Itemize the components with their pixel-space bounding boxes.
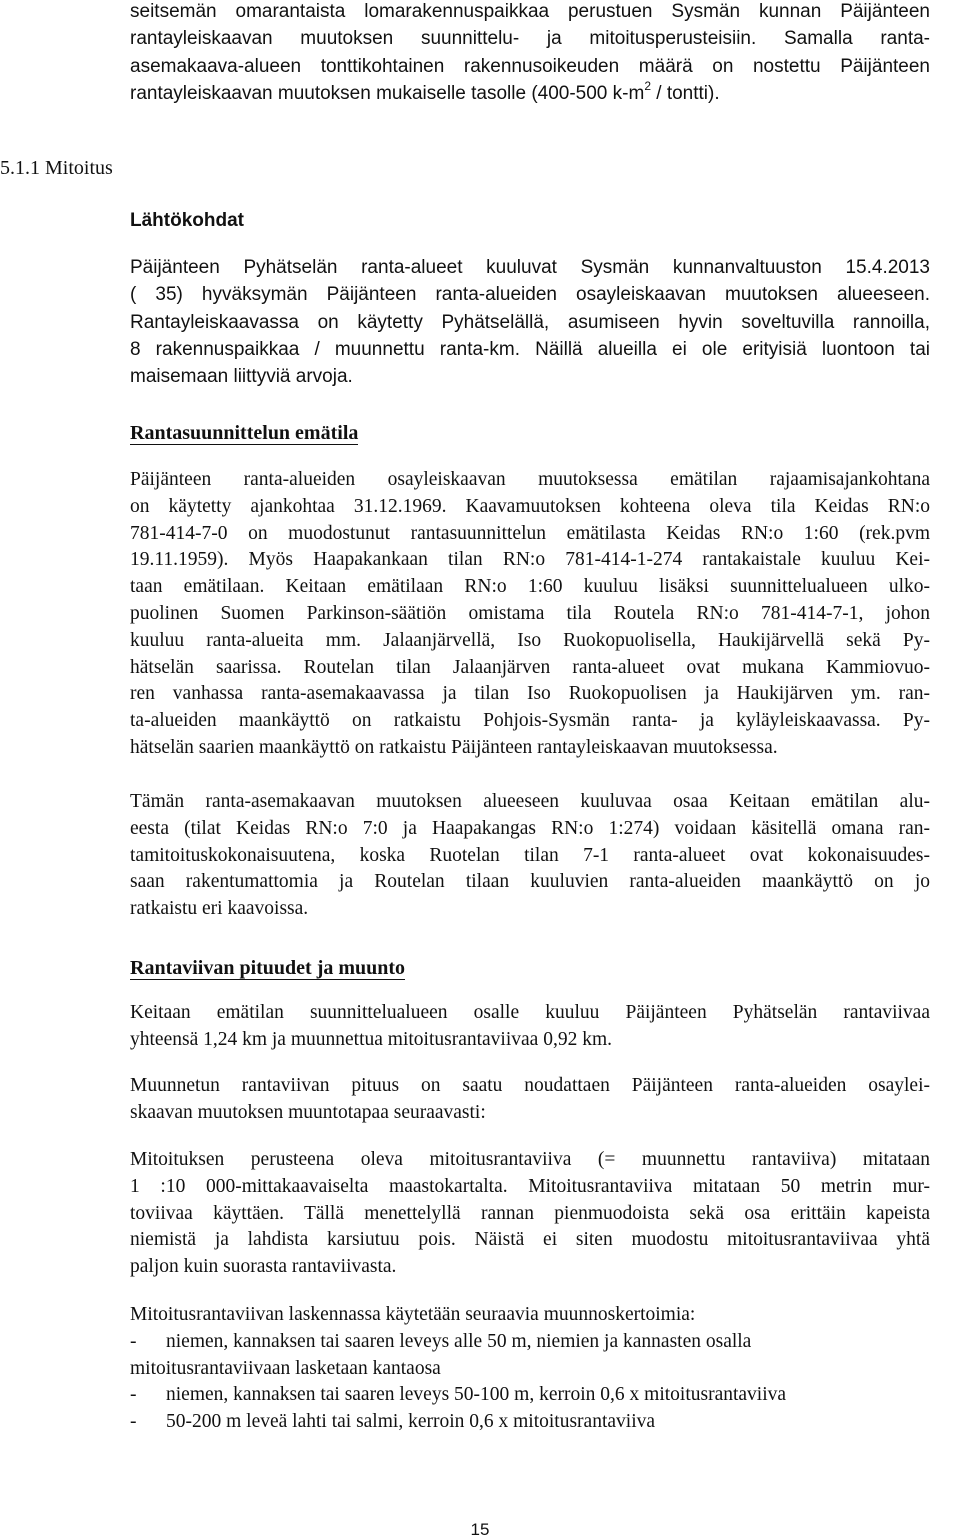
text-line: Päijänteen Pyhätselän ranta-alueet kuuluvat Sysmän kunnanvaltuuston 15.4.2013 [130,257,930,278]
lahtokohdat-paragraph [130,254,930,390]
text-line: ratkaistu eri kaavoissa. [130,898,309,920]
rantaviiva-paragraph-3 [130,1147,930,1281]
text-line: Muunnetun rantaviivan pituus on saatu noudattaen Päijänteen ranta-alueiden osaylei- [130,1075,930,1096]
text-line: on käytetty ajankohtaa 31.12.1969. Kaavamuutoksen kohteena oleva tila Keidas RN:o [130,495,930,517]
list-item [130,1382,930,1409]
list-dash: - [130,1384,137,1406]
section-title: Mitoitus [45,157,113,179]
list-dash: - [130,1330,137,1352]
text-line: rantayleiskaavan muutoksen suunnittelu- ja mitoitusperusteisiin. Samalla ranta- [130,28,930,50]
subheading-text: Rantaviivan pituudet ja muunto [130,957,406,979]
text-line: paljon kuin suorasta rantaviivasta. [130,1256,397,1278]
text-line: yhteensä 1,24 km ja muunnettua mitoitusrantaviivaa 0,92 km. [130,1028,612,1050]
text-line: hätselän saarissa. Routelan tilan Jalaanjärven ranta-alueet ovat mukana Kammiovuo- [130,656,930,678]
subheading-text: Rantasuunnittelun emätila [130,422,359,444]
section-heading [0,156,113,180]
subheading-rantaviiva [130,955,405,981]
text-line: Mitoituksen perusteena oleva mitoitusrantaviiva (= muunnettu rantaviiva) mitataan [130,1149,930,1170]
rantaviiva-paragraph-2 [130,1073,930,1127]
list-intro: Mitoitusrantaviivan laskennassa käytetään seuraavia muunnoskertoimia: [130,1304,696,1325]
list-item [130,1409,930,1436]
section-number: 5.1.1 [0,157,40,179]
text-line: 8 rakennuspaikkaa / muunnettu ranta-km. Näillä alueilla ei ole erityisiä luontoon tai [130,338,930,360]
text-line [130,80,930,107]
text-run: / tontti). [651,82,720,104]
subheading-ematila [130,420,358,446]
text-line: 781-414-7-0 on muodostunut rantasuunnittelun emätilasta Keidas RN:o 1:60 (rek.pvm [130,522,930,544]
intro-paragraph [130,0,930,107]
page-number: 15 [470,1520,490,1539]
text-line: asemakaava-alueen tonttikohtainen rakennusoikeuden määrä on nostettu Päijänteen [130,55,930,77]
text-line: ren vanhassa ranta-asemakaavassa ja tilan Iso Ruokopuolisen ja Haukijärven ym. ran- [130,683,930,705]
text-line: tamitoituskokonaisuutena, koska Ruotelan tilan 7-1 ranta-alueet ovat kokonaisuudes- [130,844,930,866]
superscript: 2 [644,78,651,93]
rantaviiva-paragraph-1 [130,1000,930,1054]
text-line: toviivaa käyttäen. Tällä menettelyllä rannan pienmuodoista sekä osa erittäin kapeista [130,1202,930,1224]
text-line: maisemaan liittyviä arvoja. [130,366,353,388]
text-line: Päijänteen ranta-alueiden osayleiskaavan muutoksessa emätilan rajaamisajankohtana [130,469,930,490]
list-item-text: niemen, kannaksen tai saaren leveys alle 50 m, niemien ja kannasten osalla [166,1330,752,1352]
text-line: niemistä ja lahdista karsiutuu pois. Näistä ei siten muodostu mitoitusrantaviivaa yhtä [130,1229,930,1251]
text-line: taan emätilaan. Keitaan emätilaan RN:o 1:60 kuuluu lisäksi suunnittelualueen ulko- [130,576,930,598]
text-line: Keitaan emätilan suunnittelualueen osalle kuuluu Päijänteen Pyhätselän rantaviivaa [130,1002,930,1023]
list-dash: - [130,1411,137,1433]
text-line: saan rakentumattomia ja Routelan tilaan kuuluvien ranta-alueiden maankäyttö on jo [130,871,930,893]
list-item [130,1329,930,1356]
text-run: rantayleiskaavan muutoksen mukaiselle tasolle (400-500 k-m [130,82,645,104]
text-line: kuuluu ranta-alueita mm. Jalaanjärvellä, Iso Ruokopuolisella, Haukijärvellä sekä Py- [130,629,930,651]
ematila-paragraph-2 [130,789,930,923]
text-line: eesta (tilat Keidas RN:o 7:0 ja Haapakangas RN:o 1:274) voidaan käsitellä omana ran- [130,817,930,839]
ematila-paragraph-1 [130,467,930,762]
text-line: ( 35) hyväksymän Päijänteen ranta-alueiden osayleiskaavan muutoksen alueeseen. [130,284,930,306]
text-line: seitsemän omarantaista lomarakennuspaikkaa perustuen Sysmän kunnan Päijänteen [130,1,930,22]
text-line: Rantayleiskaavassa on käytetty Pyhätselällä, asumiseen hyvin soveltuvilla rannoilla, [130,311,930,333]
text-line: 19.11.1959). Myös Haapakankaan tilan RN:o 781-414-1-274 rantakaistale kuuluu Kei- [130,549,930,571]
subheading-lahtokohdat: Lähtökohdat [130,210,244,231]
list-item-text: niemen, kannaksen tai saaren leveys 50-100 m, kerroin 0,6 x mitoitusrantaviiva [166,1384,787,1406]
text-line: puolinen Suomen Parkinson-säätiön omistama tila Routela RN:o 781-414-7-1, johon [130,602,930,624]
text-line: Tämän ranta-asemakaavan muutoksen alueeseen kuuluvaa osaa Keitaan emätilan alu- [130,791,930,812]
text-line: ta-alueiden maankäyttö on ratkaistu Pohjois-Sysmän ranta- ja kyläyleiskaavassa. Py- [130,710,930,732]
coefficient-list [130,1302,930,1436]
text-line: hätselän saarien maankäyttö on ratkaistu Päijänteen rantayleiskaavan muutoksessa. [130,736,778,758]
list-item-continuation: mitoitusrantaviivaan lasketaan kantaosa [130,1357,441,1379]
list-item-text: 50-200 m leveä lahti tai salmi, kerroin 0,6 x mitoitusrantaviiva [166,1411,656,1433]
text-line: 1 :10 000-mittakaavaiselta maastokartalta. Mitoitusrantaviiva mitataan 50 metrin mur- [130,1175,930,1197]
text-line: skaavan muutoksen muuntotapaa seuraavasti: [130,1101,486,1123]
